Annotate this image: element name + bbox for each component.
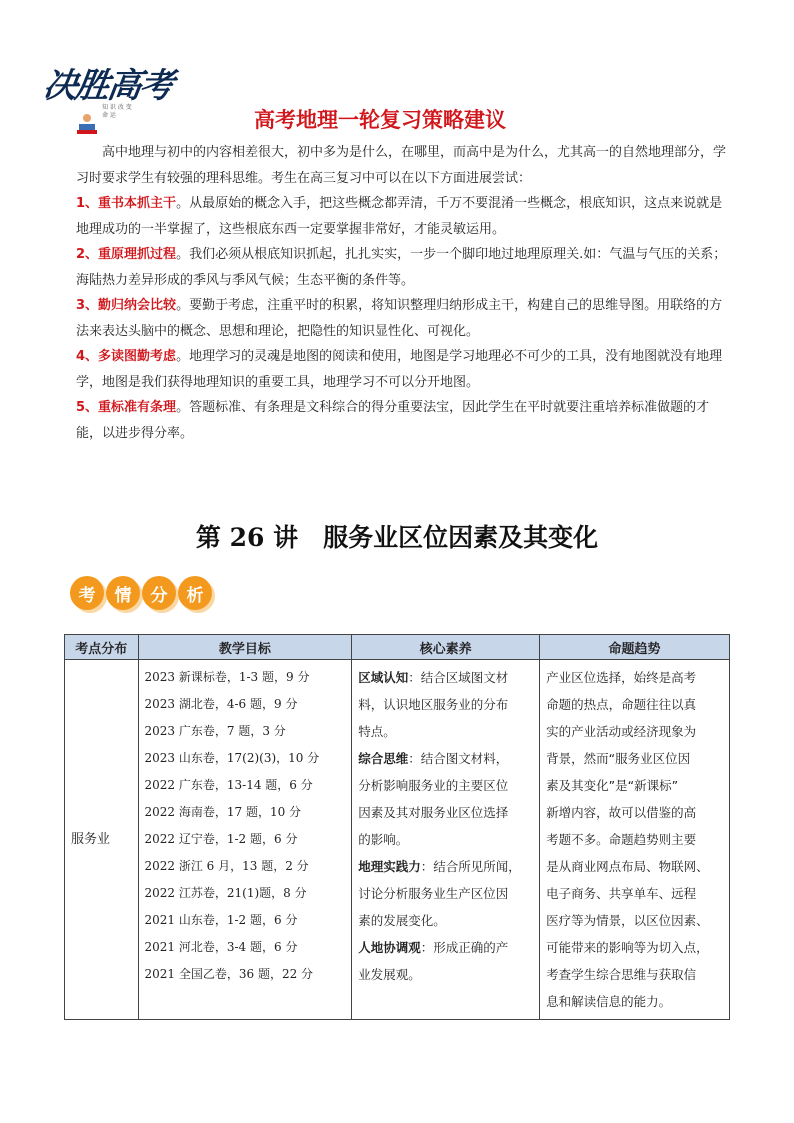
- goal-line: 2022 广东卷，13-14 题，6 分: [144, 778, 313, 792]
- goals-cell: [138, 660, 352, 1020]
- literacy-label: 综合思维: [358, 751, 409, 766]
- tip-5-heading: 重标准有条理: [98, 400, 177, 415]
- book-icon: [74, 112, 100, 138]
- literacy-line: [358, 826, 533, 853]
- goal-line: 2023 广东卷，7 题，3 分: [144, 724, 286, 738]
- logo-subtitle-line2: 命 运: [102, 112, 116, 119]
- badge-char: 情: [106, 576, 140, 610]
- goal-line: 2023 湖北卷，4-6 题，9 分: [144, 697, 298, 711]
- goal-line: 2021 河北卷，3-4 题，6 分: [144, 940, 298, 954]
- logo: [40, 58, 175, 146]
- literacy-line: [358, 718, 533, 745]
- literacy-line: [358, 664, 533, 691]
- tip-4-number: 4、: [76, 349, 99, 364]
- literacy-text: 特点。: [358, 724, 396, 739]
- section-badge: [70, 576, 212, 616]
- topic-cell: 服务业: [65, 660, 139, 1020]
- tip-2-heading: 重原理抓过程: [98, 247, 177, 262]
- badge-char: 析: [178, 576, 212, 610]
- tip-3-number: 3、: [76, 298, 99, 313]
- goal-line: 2022 江苏卷，21(1)题，8 分: [144, 886, 307, 900]
- tip-1: [76, 191, 732, 242]
- literacy-line: [358, 691, 533, 718]
- goal-line: 2022 海南卷，17 题，10 分: [144, 805, 302, 819]
- tip-5: [76, 395, 732, 446]
- tip-4: [76, 344, 732, 395]
- literacy-text: ：形成正确的产: [420, 940, 509, 955]
- literacy-line: [358, 880, 533, 907]
- tip-2: [76, 242, 732, 293]
- goal-line: 2023 新课标卷，1-3 题，9 分: [144, 670, 310, 684]
- page-title: 高考地理一轮复习策略建议: [254, 108, 506, 132]
- goal-line: 2023 山东卷，17(2)(3)，10 分: [144, 751, 320, 765]
- trend-line: 可能带来的影响等为切入点，: [546, 940, 709, 955]
- literacy-text: ：结合所见所闻，: [420, 859, 521, 874]
- literacy-label: 区域认知: [358, 670, 409, 685]
- literacy-line: [358, 772, 533, 799]
- tip-4-heading: 多读图勤考虑: [98, 349, 177, 364]
- goal-line: 2021 全国乙卷，36 题，22 分: [144, 967, 314, 981]
- trend-line: 素及其变化”是“新课标”: [546, 778, 679, 793]
- trend-line: 考查学生综合思维与获取信: [546, 967, 697, 982]
- header-literacy: 核心素养: [352, 635, 540, 660]
- tip-5-number: 5、: [76, 400, 99, 415]
- intro-paragraph: 高中地理与初中的内容相差很大，初中多为是什么，在哪里，而高中是为什么，尤其高一的自然地理部分，学习时要求学生有较强的理科思维。考生在高三复习中可以在以下方面进展尝试：: [76, 145, 727, 186]
- intro-section: [76, 140, 732, 446]
- tip-2-number: 2、: [76, 247, 99, 262]
- tip-1-number: 1、: [76, 196, 99, 211]
- literacy-text: ：结合图文材料，: [408, 751, 509, 766]
- trend-line: 是从商业网点布局、物联网、: [546, 859, 709, 874]
- exam-analysis-table: [64, 634, 730, 1020]
- literacy-text: 讨论分析服务业生产区位因: [358, 886, 509, 901]
- goal-line: 2022 浙江 6 月，13 题，2 分: [144, 859, 309, 873]
- header-trend: 命题趋势: [540, 635, 730, 660]
- badge-char: 考: [70, 576, 104, 610]
- literacy-text: 的影响。: [358, 832, 409, 847]
- tip-2-body: 。我们必须从根底知识抓起，扎扎实实，一步一个脚印地过地理原理关.如：气温与气压的关系；海陆热力差异形成的季风与季风气候；生态平衡的条件等。: [76, 247, 727, 288]
- tip-3-heading: 勤归纳会比较: [98, 298, 177, 313]
- literacy-label: 人地协调观: [358, 940, 421, 955]
- literacy-line: [358, 745, 533, 772]
- tip-3: [76, 293, 732, 344]
- literacy-cell: [352, 660, 540, 1020]
- literacy-text: 分析影响服务业的主要区位: [358, 778, 509, 793]
- tip-1-heading: 重书本抓主干: [98, 196, 177, 211]
- trend-line: 考题不多。命题趋势则主要: [546, 832, 697, 847]
- tip-3-body: 。要勤于考虑，注重平时的积累，将知识整理归纳形成主干，构建自己的思维导图。用联络的方法来表达头脑中的概念、思想和理论，把隐性的知识显性化、可视化。: [76, 298, 723, 339]
- literacy-label: 地理实践力: [358, 859, 421, 874]
- literacy-text: 素的发展变化。: [358, 913, 446, 928]
- table-row: [65, 660, 730, 1020]
- literacy-text: ：结合区域图文材: [408, 670, 509, 685]
- literacy-text: 料，认识地区服务业的分布: [358, 697, 509, 712]
- header-goals: 教学目标: [138, 635, 352, 660]
- literacy-line: [358, 799, 533, 826]
- logo-subtitle-line1: 知 识 改 变: [102, 104, 132, 111]
- logo-text: 决胜高考: [40, 66, 175, 106]
- literacy-line: [358, 907, 533, 934]
- trend-cell: [540, 660, 730, 1020]
- literacy-line: [358, 961, 533, 988]
- literacy-line: [358, 853, 533, 880]
- lesson-title: 第 26 讲 服务业区位因素及其变化: [195, 523, 599, 552]
- trend-line: 电子商务、共享单车、远程: [546, 886, 697, 901]
- literacy-line: [358, 934, 533, 961]
- logo-subtitle: [102, 104, 132, 120]
- header-topic: 考点分布: [65, 635, 139, 660]
- trend-line: 背景，然而“服务业区位因: [546, 751, 691, 766]
- badge-char: 分: [142, 576, 176, 610]
- trend-line: 命题的热点，命题往往以真: [546, 697, 697, 712]
- goal-line: 2022 辽宁卷，1-2 题，6 分: [144, 832, 298, 846]
- trend-line: 新增内容，故可以借鉴的高: [546, 805, 697, 820]
- literacy-text: 业发展观。: [358, 967, 421, 982]
- tip-5-body: 。答题标准、有条理是文科综合的得分重要法宝，因此学生在平时就要注重培养标准做题的才能，以进步得分率。: [76, 400, 710, 441]
- tip-1-body: 。从最原始的概念入手，把这些概念都弄清，千万不要混淆一些概念，根底知识，这点来说就是地理成功的一半掌握了，这些根底东西一定要掌握非常好，才能灵敏运用。: [76, 196, 723, 237]
- literacy-text: 因素及其对服务业区位选择: [358, 805, 509, 820]
- table-header-row: [65, 635, 730, 660]
- tip-4-body: 。地理学习的灵魂是地图的阅读和使用，地图是学习地理必不可少的工具，没有地图就没有地理学，地图是我们获得地理知识的重要工具，地理学习不可以分开地图。: [76, 349, 723, 390]
- trend-line: 息和解读信息的能力。: [546, 994, 672, 1009]
- trend-line: 实的产业活动或经济现象为: [546, 724, 697, 739]
- goal-line: 2021 山东卷，1-2 题，6 分: [144, 913, 298, 927]
- trend-line: 医疗等为情景，以区位因素、: [546, 913, 709, 928]
- trend-line: 产业区位选择，始终是高考: [546, 670, 697, 685]
